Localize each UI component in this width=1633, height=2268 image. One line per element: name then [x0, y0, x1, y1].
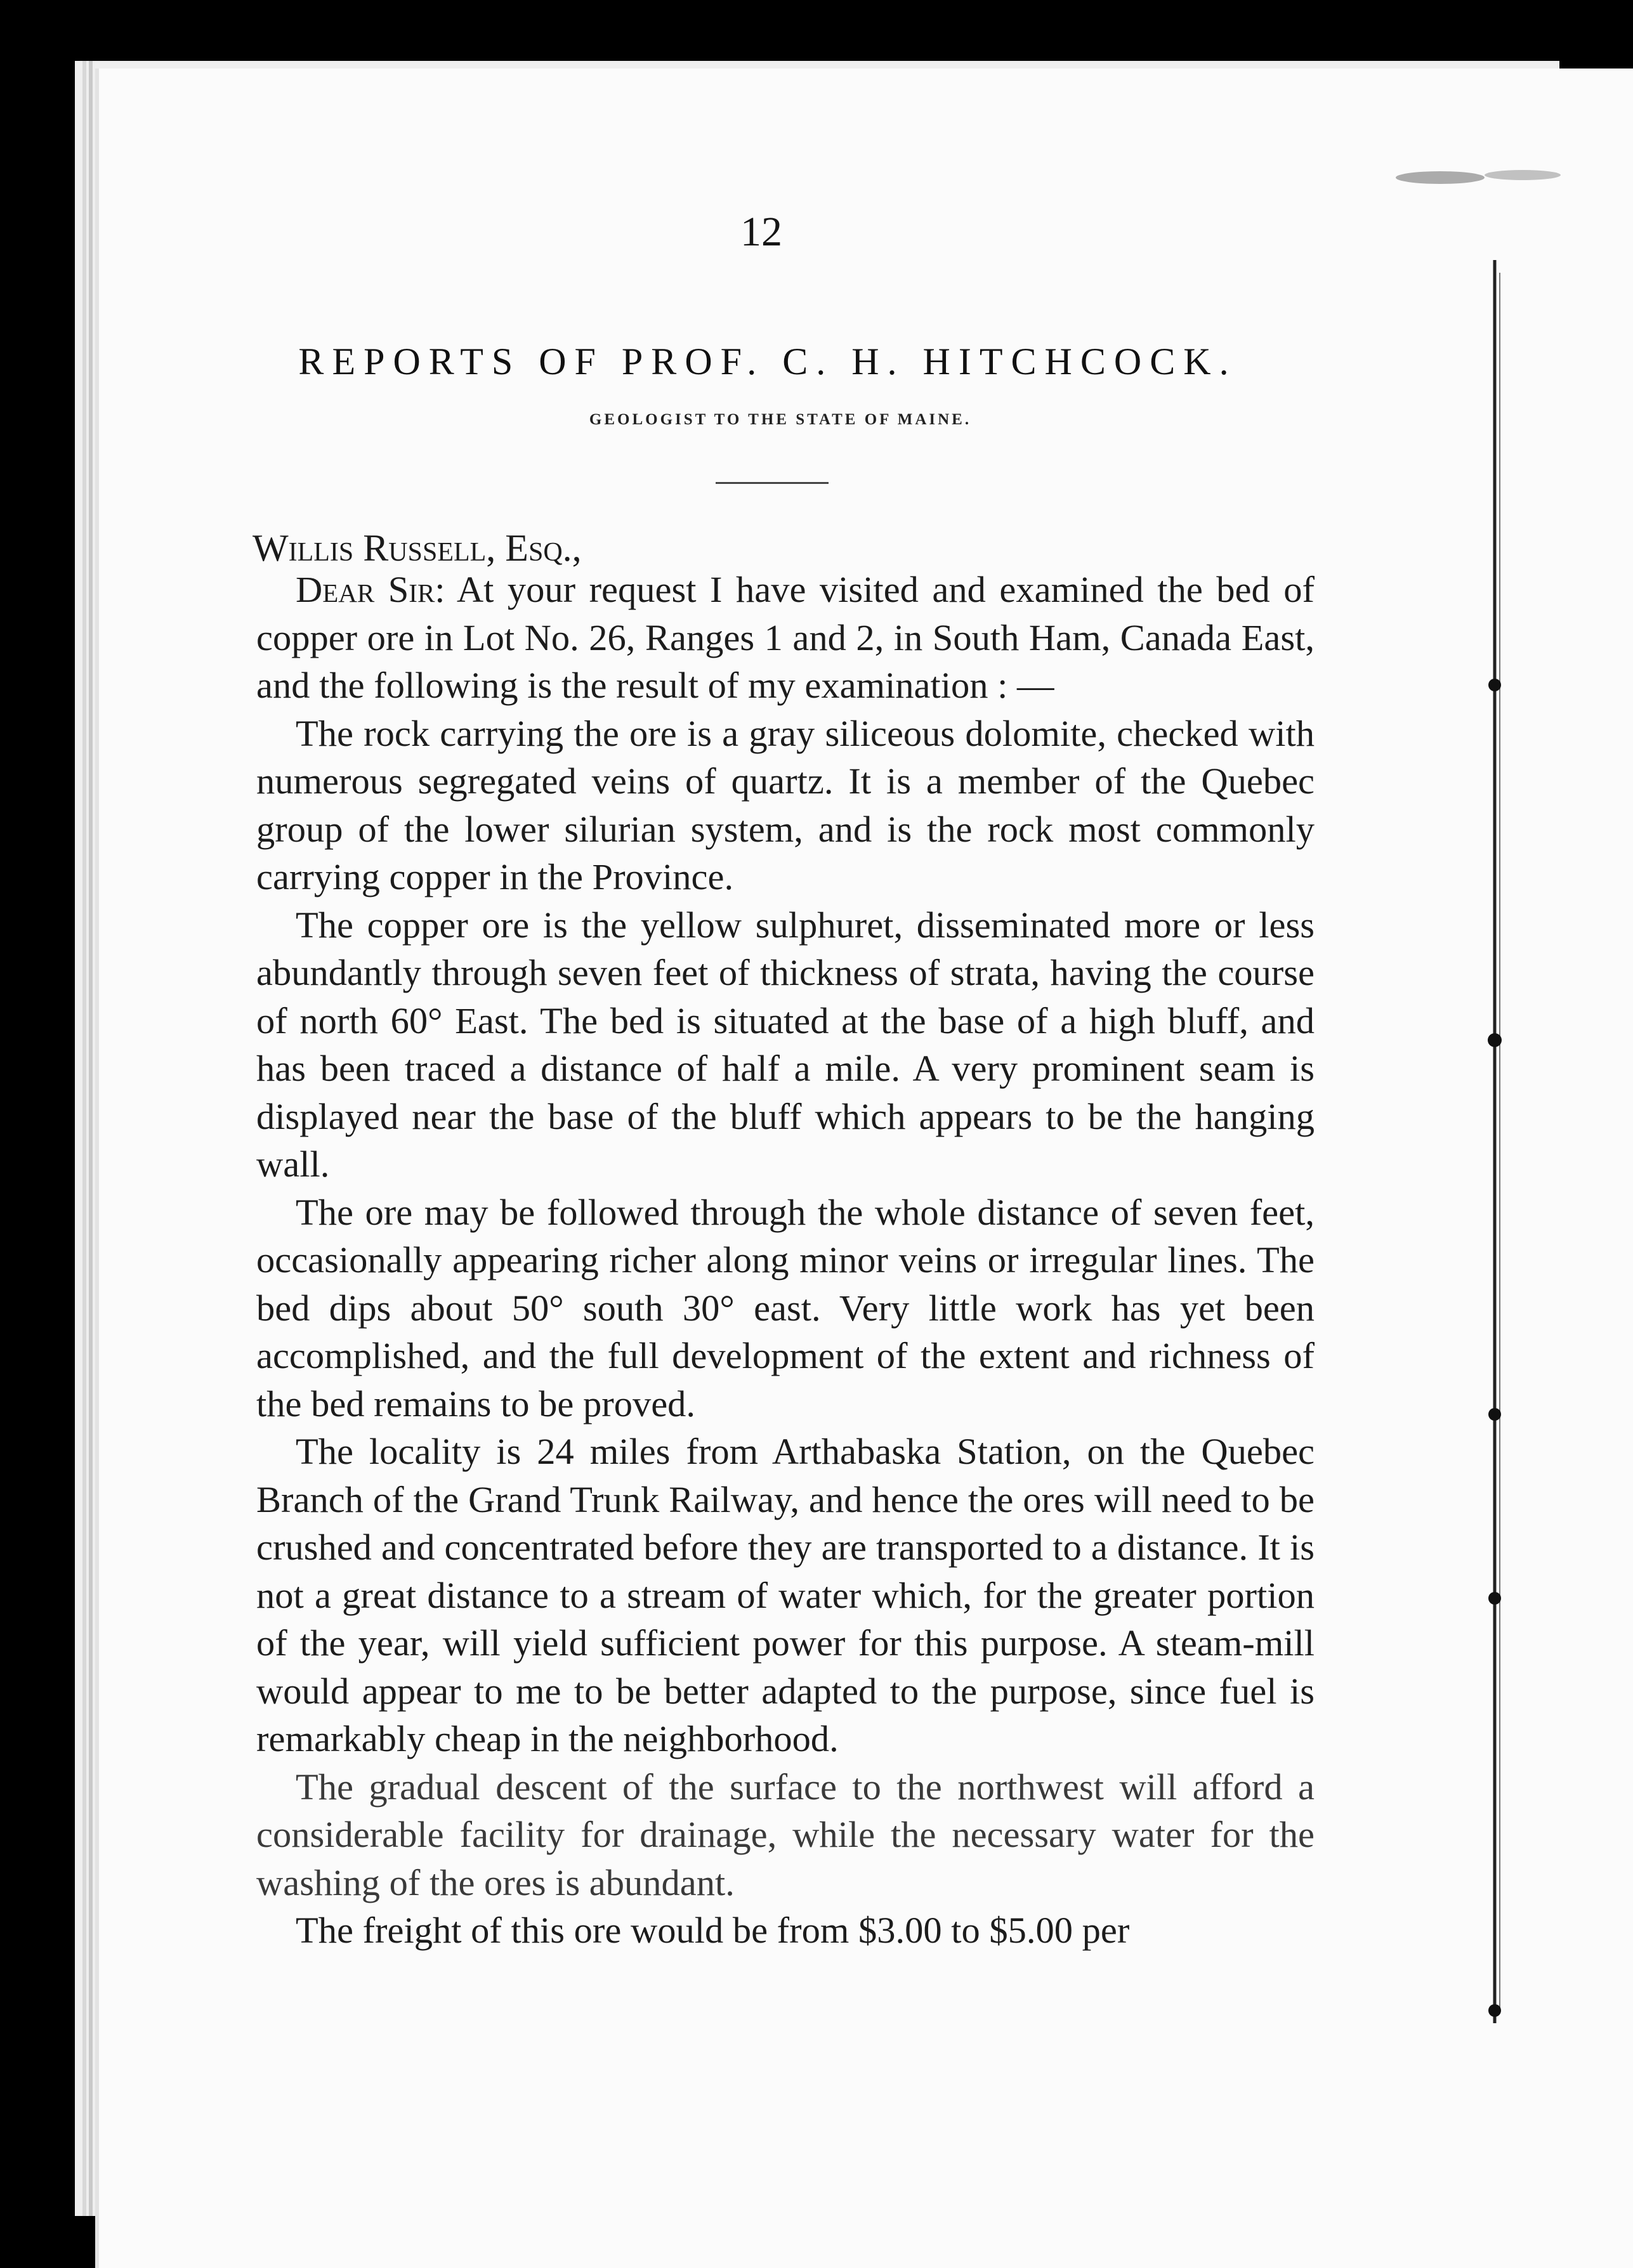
page-edge: [89, 61, 93, 2216]
binding-stitch: [1483, 260, 1506, 2023]
title-rule: [716, 482, 829, 484]
paragraph: The rock carrying the ore is a gray siliceous dolomite, checked with numerous segregated veins of quartz. It is a member of the Quebec group of the lower silurian system, and is the rock most commonly carrying copper in the Province.: [256, 712, 1315, 897]
letter-body: [256, 566, 1315, 1955]
report-subtitle: GEOLOGIST TO THE STATE OF MAINE.: [589, 411, 972, 428]
paragraph: [256, 566, 1315, 710]
paragraph: The copper ore is the yellow sulphuret, disseminated more or less abundantly through seven feet of thickness of strata, having the course of north 60° East. The bed is situated at the base of a high bluff, and has been traced a distance of half a mile. A very prominent seam is displayed near the base of the bluff which appears to be the hanging wall.: [256, 904, 1315, 1185]
paragraph: The gradual descent of the surface to the northwest will afford a considerable facility for drainage, while the necessary water for the washing of the ores is abundant.: [256, 1766, 1315, 1903]
paragraph: The freight of this ore would be from $3.00 to $5.00 per: [296, 1910, 1130, 1951]
paragraph: The locality is 24 miles from Arthabaska Station, on the Quebec Branch of the Grand Trunk Railway, and hence the ores will need to be crushed and concentrated before they are transported to a distance. It is not a great distance to a stream of water which, for the greater portion of the year, will yield sufficient power for this purpose. A steam-mill would appear to me to be better adapted to the purpose, since fuel is remarkably cheap in the neighborhood.: [256, 1431, 1315, 1759]
page-edge: [82, 61, 86, 2216]
report-title: REPORTS OF PROF. C. H. HITCHCOCK.: [298, 341, 1237, 382]
page-number: 12: [740, 209, 782, 255]
paragraph: The ore may be followed through the whole distance of seven feet, occasionally appearing richer along minor veins or irregular lines. The bed dips about 50° south 30° east. Very little work has yet been accomplished, and the full development of the extent and richness of the bed remains to be proved.: [256, 1191, 1315, 1424]
greeting: Dear Sir: [296, 569, 435, 610]
gutter-smudge: [1396, 165, 1599, 190]
addressee: Willis Russell, Esq.,: [252, 527, 582, 569]
paragraph-text: : At your request I have visited and examined the bed of copper ore in Lot No. 26, Ranges 1 and 2, in South Ham, Canada East, and the following is the result of my examination : —: [256, 569, 1315, 706]
